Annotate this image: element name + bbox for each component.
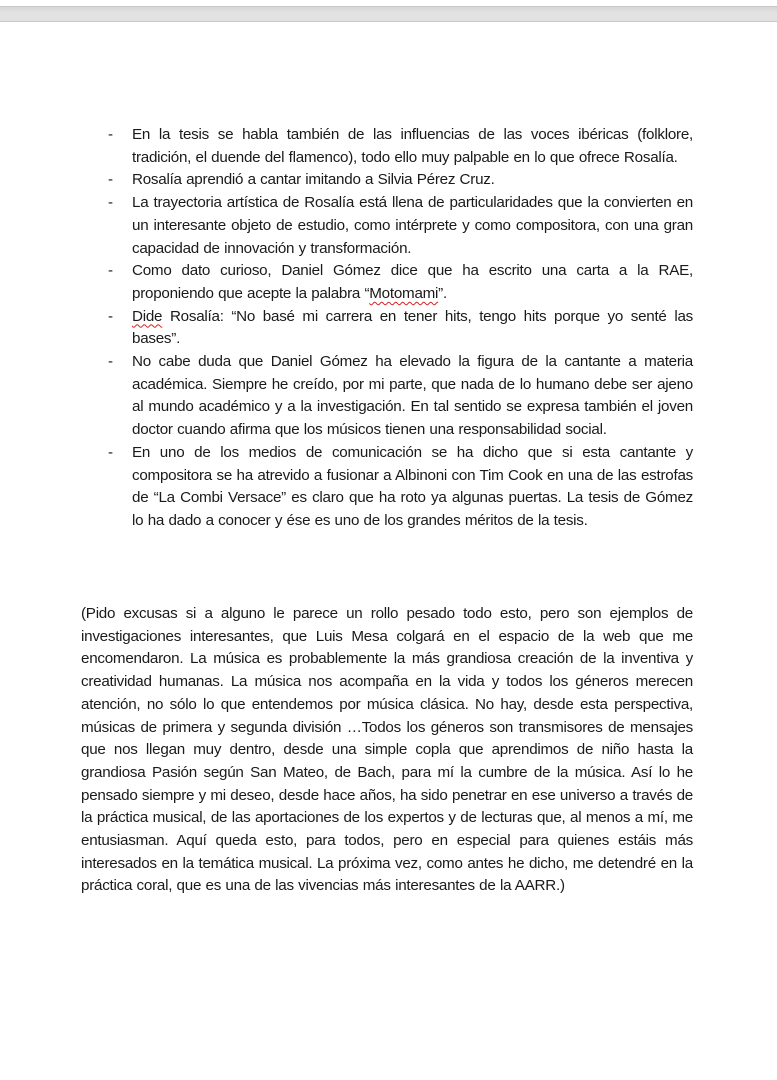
viewer-toolbar xyxy=(0,6,777,22)
bullet-text-after: Rosalía: “No basé mi carrera en tener hits, tengo hits porque yo senté las bases”. xyxy=(132,307,693,348)
bullet-dash: - xyxy=(108,171,113,189)
bullet-item xyxy=(108,306,693,351)
bullet-text: En la tesis se habla también de las influencias de las voces ibéricas (folklore, tradición, el duende del flamenco), todo ello muy palpable en lo que ofrece Rosalía. xyxy=(132,126,693,166)
bullet-item xyxy=(108,260,693,305)
bullet-text: La trayectoria artística de Rosalía está llena de particularidades que la convierten en un interesante objeto de estudio, como intérprete y como compositora, con una gran capacidad de innovación y transformación. xyxy=(132,194,693,257)
bullet-dash: - xyxy=(108,262,113,280)
bullet-dash: - xyxy=(108,126,113,143)
bullet-list xyxy=(108,124,693,533)
bullet-text: En uno de los medios de comunicación se ha dicho que si esta cantante y compositora se ha atrevido a fusionar a Albinoni con Tim Cook en una de las estrofas de “La Combi Versace” es claro que ha roto ya algunas puertas. La tesis de Gómez lo ha dado a conocer y ése es uno de los grandes méritos de la tesis. xyxy=(132,443,693,529)
bullet-item xyxy=(108,124,693,169)
bullet-text-after: ”. xyxy=(438,284,447,302)
bullet-text: No cabe duda que Daniel Gómez ha elevado la figura de la cantante a materia académica. Siempre he creído, por mi parte, que nada de lo humano debe ser ajeno al mundo académico y a la investigación. En tal sentido se expresa también el joven doctor cuando afirma que los músicos tienen una responsabilidad social. xyxy=(132,353,693,439)
bullet-dash: - xyxy=(108,307,113,325)
bullet-item xyxy=(108,169,693,192)
document-page xyxy=(0,24,777,1080)
bullet-dash: - xyxy=(108,194,113,212)
bullet-item xyxy=(108,351,693,442)
bullet-item xyxy=(108,192,693,260)
bullet-dash: - xyxy=(108,353,113,371)
spellcheck-flagged-word[interactable]: Dide xyxy=(132,307,163,325)
closing-paragraph: (Pido excusas si a alguno le parece un rollo pesado todo esto, pero son ejemplos de investigaciones interesantes, que Luis Mesa colgará en el espacio de la web que me encomendaron. La música es probablemente la más grandiosa creación de la inventiva y creatividad humanas. La música nos acompaña en la vida y todos los géneros merecen atención, no sólo lo que entendemos por música clásica. No hay, desde esta perspectiva, músicas de primera y segunda división …Todos los géneros son transmisores de mensajes que nos llegan muy dentro, desde una simple copla que aprendimos de niño hasta la grandiosa Pasión según San Mateo, de Bach, para mí la cumbre de la música. Así lo he pensado siempre y mi deseo, desde hace años, ha sido penetrar en ese universo a través de la práctica musical, de las aportaciones de los expertos y de lecturas que, al menos a mí, me entusiasman. Aquí queda esto, para todos, pero en especial para quienes estáis más interesados en la temática musical. La próxima vez, como antes he dicho, me detendré en la práctica coral, que es una de las vivencias más interesantes de la AARR.) xyxy=(81,605,693,895)
bullet-text: Rosalía aprendió a cantar imitando a Silvia Pérez Cruz. xyxy=(132,171,495,189)
spellcheck-flagged-word[interactable]: Motomami xyxy=(369,284,439,302)
bullet-dash: - xyxy=(108,443,113,461)
bullet-text-before: Como dato curioso, Daniel Gómez dice que ha escrito una carta a la RAE, proponiendo que acepte la palabra “ xyxy=(132,262,693,302)
bullet-item xyxy=(108,442,693,533)
